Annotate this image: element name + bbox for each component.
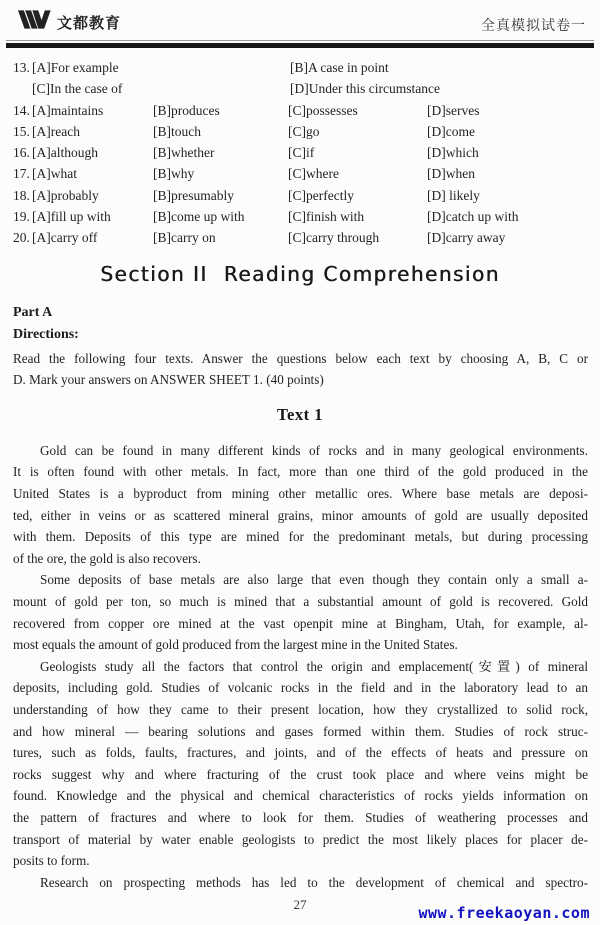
question-number: 14. [13,102,30,118]
option-label: [D]Under this circumstance [290,81,440,97]
text-line: posits to form. [13,853,90,869]
text-line: most equals the amount of gold produced from the largest mine in the United States. [13,637,458,653]
option-label: [D]serves [427,102,480,118]
option-label: [B]come up with [153,209,245,225]
question-number: 20. [13,230,30,246]
text-line: and how mineral — bearing solutions and gases formed within them. Studies of rock struc- [13,723,588,739]
question-row [13,142,588,163]
option-label: [B]presumably [153,187,234,203]
text-line: of the ore, the gold is also recovers. [13,550,201,566]
brand [18,9,121,35]
option-label: [C]In the case of [32,81,123,97]
option-label: [D]carry away [427,230,506,246]
question-row [13,163,588,184]
option-label: [A]fill up with [32,209,111,225]
option-label: [D] likely [427,187,480,203]
option-label: [C]carry through [288,230,380,246]
option-label: [B]produces [153,102,220,118]
option-label: [C]go [288,123,320,139]
option-label: [C]where [288,166,339,182]
text-line: with them. Deposits of this type are mined for the predominant metals, but during processing [13,529,588,545]
text-line: ted, either in veins or as scattered mineral grains, minor amounts of gold are usually deposited [13,507,588,523]
text-line: found. Knowledge and the physical and chemical characteristics of rocks yields information on [13,788,588,804]
question-number: 19. [13,209,30,225]
paragraph [13,569,588,655]
question-row [13,57,588,78]
cloze-options-list [13,57,588,249]
option-label: [A]maintains [32,102,104,118]
option-label: [C]finish with [288,209,365,225]
directions-text [13,348,588,391]
text1-title: Text 1 [277,404,323,424]
text-line: deposits, including gold. Studies of volcanic rocks in the field and in the laboratory lead to an [13,680,588,696]
option-label: [B]carry on [153,230,216,246]
paragraph [13,656,588,872]
text-line: recovered from copper ore mined at the vast openpit mine at Bingham, Utah, for example, al- [13,615,588,631]
option-label: [D]when [427,166,475,182]
text-line: rocks suggest why and where fracturing of the crust took place and where veins might be [13,766,588,782]
option-label: [C]perfectly [288,187,354,203]
question-number: 15. [13,123,30,139]
question-number [13,78,32,99]
paragraph [13,872,588,894]
header-rule-thin [6,40,594,41]
text-line: D. Mark your answers on ANSWER SHEET 1. (40 points) [13,372,324,388]
option-label: [B]touch [153,123,201,139]
page-header [0,0,600,35]
text-line: mount of gold per ton, so much is mined that a substantial amount of gold is recovered. Gold [13,594,588,610]
text-line: Some deposits of base metals are also large that even though they contain only a small a- [40,572,588,588]
directions-label: Directions: [13,326,79,342]
paragraph [13,440,588,570]
section-title [0,262,600,286]
question-number: 17. [13,166,30,182]
paper-edition-label: 全真模拟试卷一 [481,18,586,34]
page-number: 27 [293,897,307,912]
option-label: [B]whether [153,145,215,161]
question-number: 13. [13,60,30,75]
text-line: Research on prospecting methods has led to the development of chemical and spectro- [40,874,588,890]
option-label: [A]although [32,145,98,161]
option-label: [A]probably [32,187,99,203]
question-row [13,78,588,99]
question-row [13,206,588,227]
header-rule-thick [6,43,594,48]
question-row [13,227,588,248]
text-line: Gold can be found in many different kinds of rocks and in many geological environments. [40,442,588,458]
question-row [13,185,588,206]
option-label: [B]why [153,166,195,182]
option-label: [D]which [427,145,479,161]
watermark-link[interactable]: www.freekaoyan.com [418,904,590,922]
question-row [13,121,588,142]
text-line: understanding of how they came to their present location, how they crystallized to solid rock, [13,701,588,717]
question-number: 16. [13,145,30,161]
text-line: the pattern of fractures and where to look for them. Studies of weathering processes and [13,809,588,825]
text-line: transport of material by water enable geologists to predict the most likely places for placer de- [13,831,588,847]
question-row [13,100,588,121]
option-label: [A]reach [32,123,80,139]
question-number: 18. [13,187,30,203]
text-line: United States is a byproduct from mining other metallic ores. Where base metals are deposi- [13,486,588,502]
option-label: [A]For example [32,60,119,75]
text1-passage [13,440,588,893]
text-line: Geologists study all the factors that control the origin and emplacement(安置) of mineral [40,658,588,674]
brand-name: 文都教育 [57,13,122,32]
section-number: Section II [100,261,208,286]
text-line: Read the following four texts. Answer the questions below each text by choosing A, B, C or [13,350,588,366]
part-a-label: Part A [13,304,53,320]
wendu-logo-icon [18,9,52,35]
option-label: [D]come [427,123,475,139]
option-label: [A]what [32,166,77,182]
option-label: [B]A case in point [290,60,389,75]
text-line: tures, such as folds, faults, fractures, and joints, and of the effects of heats and pressure on [13,745,588,761]
option-label: [A]carry off [32,230,98,246]
option-label: [C]possesses [288,102,358,118]
text-line: It is often found with other metals. In fact, more than one third of the gold produced in the [13,464,588,480]
option-label: [D]catch up with [427,209,519,225]
part-a-block [13,302,588,391]
section-name: Reading Comprehension [223,261,500,286]
option-label: [C]if [288,145,315,161]
